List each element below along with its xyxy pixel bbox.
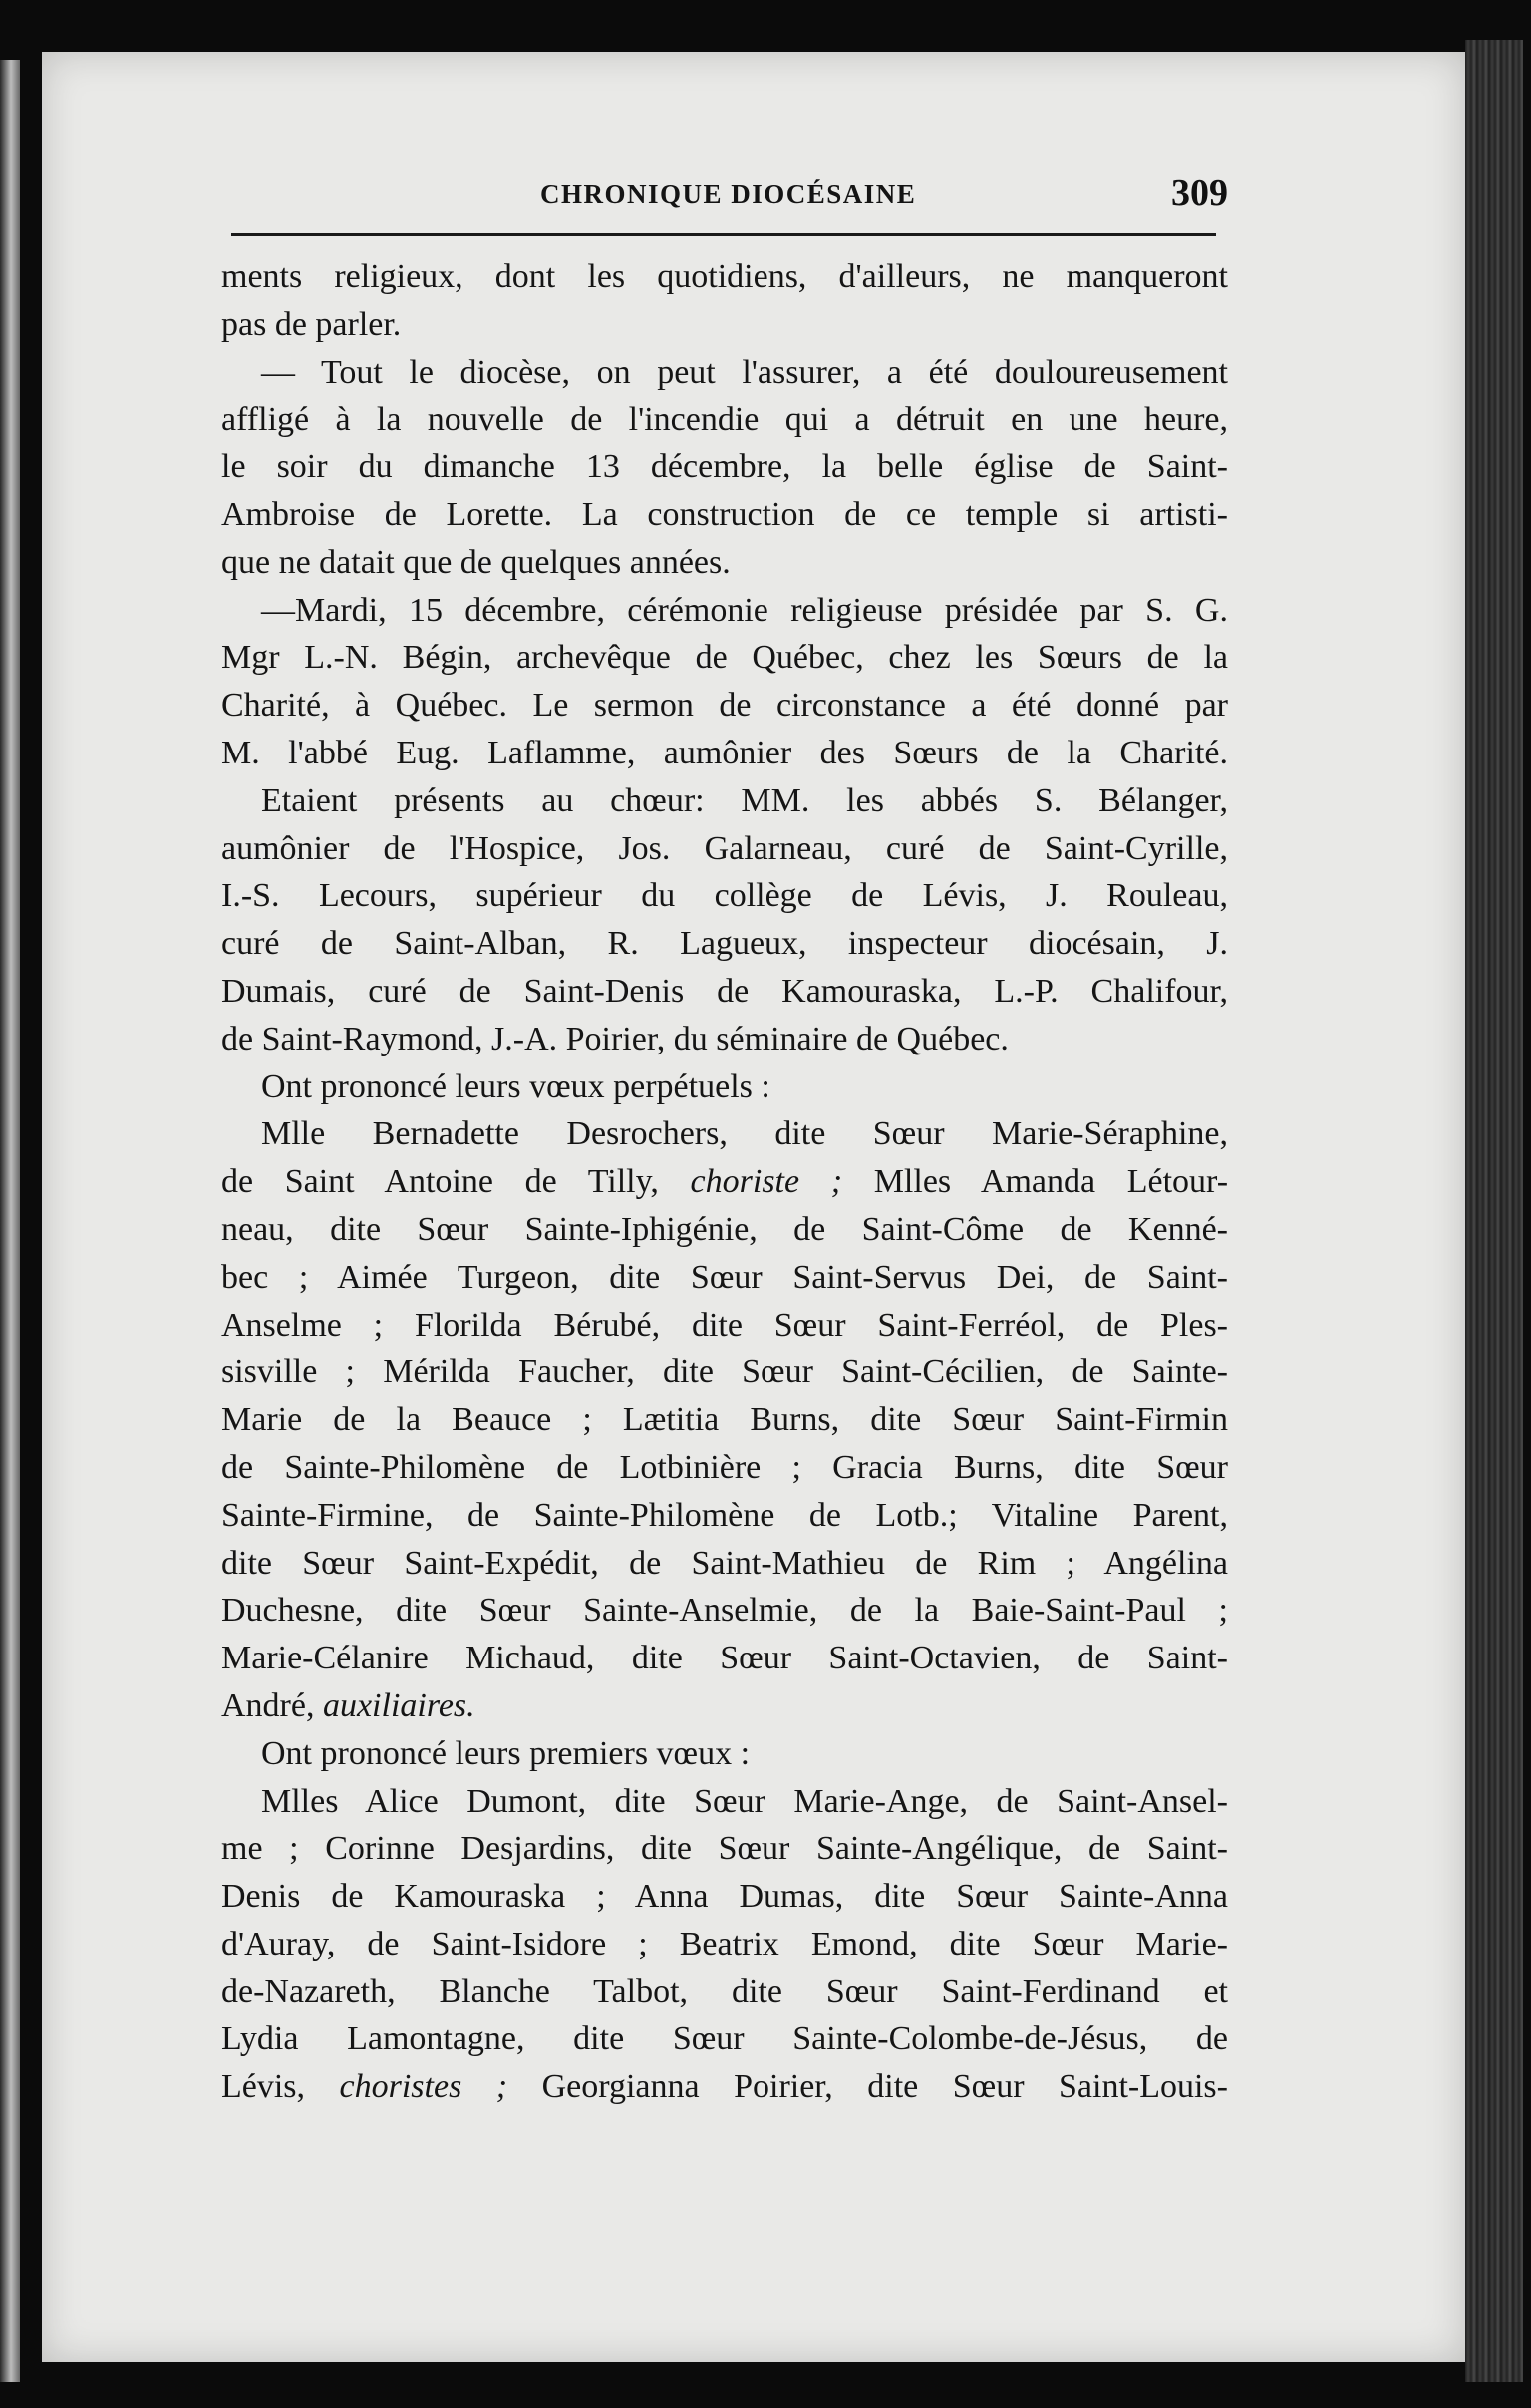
text-line: Duchesne, dite Sœur Sainte-Anselmie, de la Baie-Saint-Paul ; xyxy=(221,1592,1228,1630)
text-line: affligé à la nouvelle de l'incendie qui a détruit en une heure, xyxy=(221,401,1228,439)
page-number: 309 xyxy=(1171,172,1228,214)
text-line: ments religieux, dont les quotidiens, d'ailleurs, ne manqueront xyxy=(221,258,1228,295)
italic-text: choristes ; xyxy=(339,2068,508,2106)
text-line: bec ; Aimée Turgeon, dite Sœur Saint-Servus Dei, de Saint- xyxy=(221,1258,1228,1296)
text-line: Lévis, choristes ; Georgianna Poirier, dite Sœur Saint-Louis- xyxy=(221,2068,1228,2106)
body-text xyxy=(221,253,1228,2111)
text-line: —Mardi, 15 décembre, cérémonie religieuse présidée par S. G. xyxy=(261,591,1228,629)
text-line: de Saint Antoine de Tilly, choriste ; Mlles Amanda Létour- xyxy=(221,1163,1229,1201)
text-line: de Saint-Raymond, J.-A. Poirier, du séminaire de Québec. xyxy=(221,1020,1009,1057)
italic-text: auxiliaires. xyxy=(322,1686,475,1724)
text-line: le soir du dimanche 13 décembre, la belle église de Saint- xyxy=(221,449,1228,486)
header-rule xyxy=(231,233,1216,236)
italic-text: choriste ; xyxy=(690,1163,843,1201)
book-page-edges xyxy=(1465,40,1523,2382)
text-line: Ambroise de Lorette. La construction de ce temple si artisti- xyxy=(221,495,1228,533)
text-line: Etaient présents au chœur: MM. les abbés S. Bélanger, xyxy=(261,781,1228,819)
text-line: neau, dite Sœur Sainte-Iphigénie, de Saint-Côme de Kenné- xyxy=(221,1210,1228,1248)
text-line: Ont prononcé leurs premiers vœux : xyxy=(261,1734,751,1772)
text-line: I.-S. Lecours, supérieur du collège de Lévis, J. Rouleau, xyxy=(221,877,1228,915)
text-line: Anselme ; Florilda Bérubé, dite Sœur Saint-Ferréol, de Ples- xyxy=(221,1306,1228,1344)
text-line: curé de Saint-Alban, R. Lagueux, inspecteur diocésain, J. xyxy=(221,925,1228,963)
text-line: M. l'abbé Eug. Laflamme, aumônier des Sœurs de la Charité. xyxy=(221,734,1228,771)
text-line: Mlles Alice Dumont, dite Sœur Marie-Ange, de Saint-Ansel- xyxy=(261,1782,1228,1820)
text-line: André, auxiliaires. xyxy=(221,1686,475,1724)
text-line: Sainte-Firmine, de Sainte-Philomène de Lotb.; Vitaline Parent, xyxy=(221,1496,1228,1534)
text-line: me ; Corinne Desjardins, dite Sœur Sainte-Angélique, de Saint- xyxy=(221,1830,1228,1868)
running-title: CHRONIQUE DIOCÉSAINE xyxy=(540,179,917,209)
text-line: que ne datait que de quelques années. xyxy=(221,543,731,581)
text-line: Ont prononcé leurs vœux perpétuels : xyxy=(261,1067,770,1105)
text-line: d'Auray, de Saint-Isidore ; Beatrix Emond, dite Sœur Marie- xyxy=(221,1925,1228,1962)
text-line: de Sainte-Philomène de Lotbinière ; Gracia Burns, dite Sœur xyxy=(221,1448,1228,1486)
text-line: Lydia Lamontagne, dite Sœur Sainte-Colombe-de-Jésus, de xyxy=(221,2020,1228,2058)
text-line: Mlle Bernadette Desrochers, dite Sœur Marie-Séraphine, xyxy=(261,1115,1228,1153)
text-line: dite Sœur Saint-Expédit, de Saint-Mathieu de Rim ; Angélina xyxy=(221,1544,1228,1582)
text-line: Marie de la Beauce ; Lætitia Burns, dite Sœur Saint-Firmin xyxy=(221,1401,1228,1439)
text-line: pas de parler. xyxy=(221,305,402,343)
text-line: Denis de Kamouraska ; Anna Dumas, dite Sœur Sainte-Anna xyxy=(221,1878,1228,1916)
text-line: — Tout le diocèse, on peut l'assurer, a été douloureusement xyxy=(261,353,1228,391)
text-line: Charité, à Québec. Le sermon de circonstance a été donné par xyxy=(221,687,1228,725)
text-line: de-Nazareth, Blanche Talbot, dite Sœur Saint-Ferdinand et xyxy=(221,1972,1228,2010)
text-line: Marie-Célanire Michaud, dite Sœur Saint-Octavien, de Saint- xyxy=(221,1640,1228,1677)
text-line: aumônier de l'Hospice, Jos. Galarneau, curé de Saint-Cyrille, xyxy=(221,829,1228,867)
facing-page-edge xyxy=(0,60,20,2382)
text-line: Mgr L.-N. Bégin, archevêque de Québec, chez les Sœurs de la xyxy=(221,639,1228,677)
text-line: sisville ; Mérilda Faucher, dite Sœur Saint-Cécilien, de Sainte- xyxy=(221,1354,1228,1391)
text-line: Dumais, curé de Saint-Denis de Kamouraska, L.-P. Chalifour, xyxy=(221,972,1228,1010)
running-head xyxy=(231,172,1228,227)
